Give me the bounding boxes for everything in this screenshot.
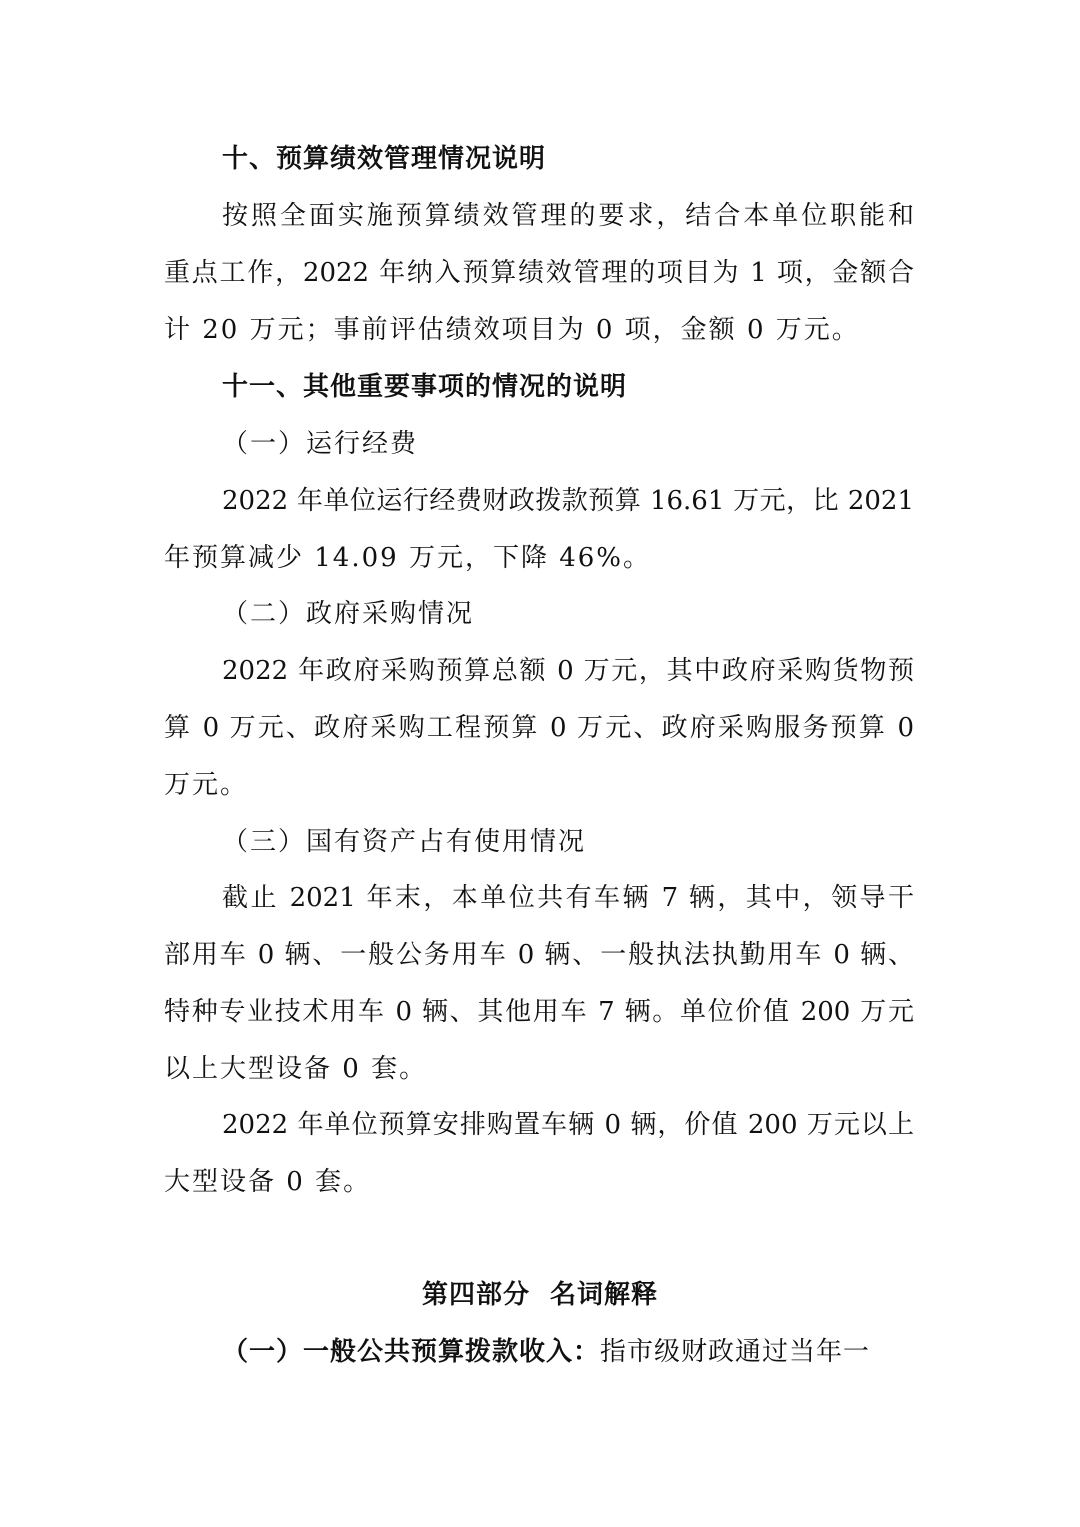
sub-3-para-2-line-2: 大型设备 0 套。 bbox=[164, 1167, 372, 1197]
section-10-heading: 十、预算绩效管理情况说明 bbox=[222, 144, 547, 174]
sub-3-title: （三）国有资产占有使用情况 bbox=[222, 827, 587, 857]
sub-1-line-2: 年预算减少 14.09 万元，下降 46%。 bbox=[164, 543, 652, 573]
sub-1-title: （一）运行经费 bbox=[222, 429, 419, 459]
sub-2-line-1: 2022 年政府采购预算总额 0 万元，其中政府采购货物预 bbox=[222, 656, 914, 686]
section-10-line-1: 按照全面实施预算绩效管理的要求，结合本单位职能和 bbox=[222, 201, 914, 231]
sub-3-para-2-line-1: 2022 年单位预算安排购置车辆 0 辆，价值 200 万元以上 bbox=[222, 1110, 914, 1140]
term-1-line bbox=[222, 1335, 870, 1369]
section-11-heading: 十一、其他重要事项的情况的说明 bbox=[222, 372, 628, 402]
sub-2-line-2: 算 0 万元、政府采购工程预算 0 万元、政府采购服务预算 0 bbox=[164, 713, 914, 743]
sub-3-para-1-line-4: 以上大型设备 0 套。 bbox=[164, 1054, 428, 1084]
section-10-line-2: 重点工作，2022 年纳入预算绩效管理的项目为 1 项，金额合 bbox=[164, 258, 914, 288]
sub-3-para-1-line-3: 特种专业技术用车 0 辆、其他用车 7 辆。单位价值 200 万元 bbox=[164, 997, 914, 1027]
term-1-label: （一）一般公共预算拨款收入： bbox=[222, 1337, 601, 1367]
sub-3-para-1-line-2: 部用车 0 辆、一般公务用车 0 辆、一般执法执勤用车 0 辆、 bbox=[164, 940, 914, 970]
part-4-title: 第四部分 名词解释 bbox=[421, 1280, 659, 1310]
section-10-line-3: 计 20 万元；事前评估绩效项目为 0 项，金额 0 万元。 bbox=[164, 315, 860, 345]
sub-2-line-3: 万元。 bbox=[164, 770, 249, 800]
term-1-text: 指市级财政通过当年一 bbox=[600, 1337, 871, 1367]
sub-1-line-1: 2022 年单位运行经费财政拨款预算 16.61 万元，比 2021 bbox=[222, 486, 914, 516]
sub-3-para-1-line-1: 截止 2021 年末，本单位共有车辆 7 辆，其中，领导干 bbox=[222, 883, 914, 913]
sub-2-title: （二）政府采购情况 bbox=[222, 599, 475, 629]
